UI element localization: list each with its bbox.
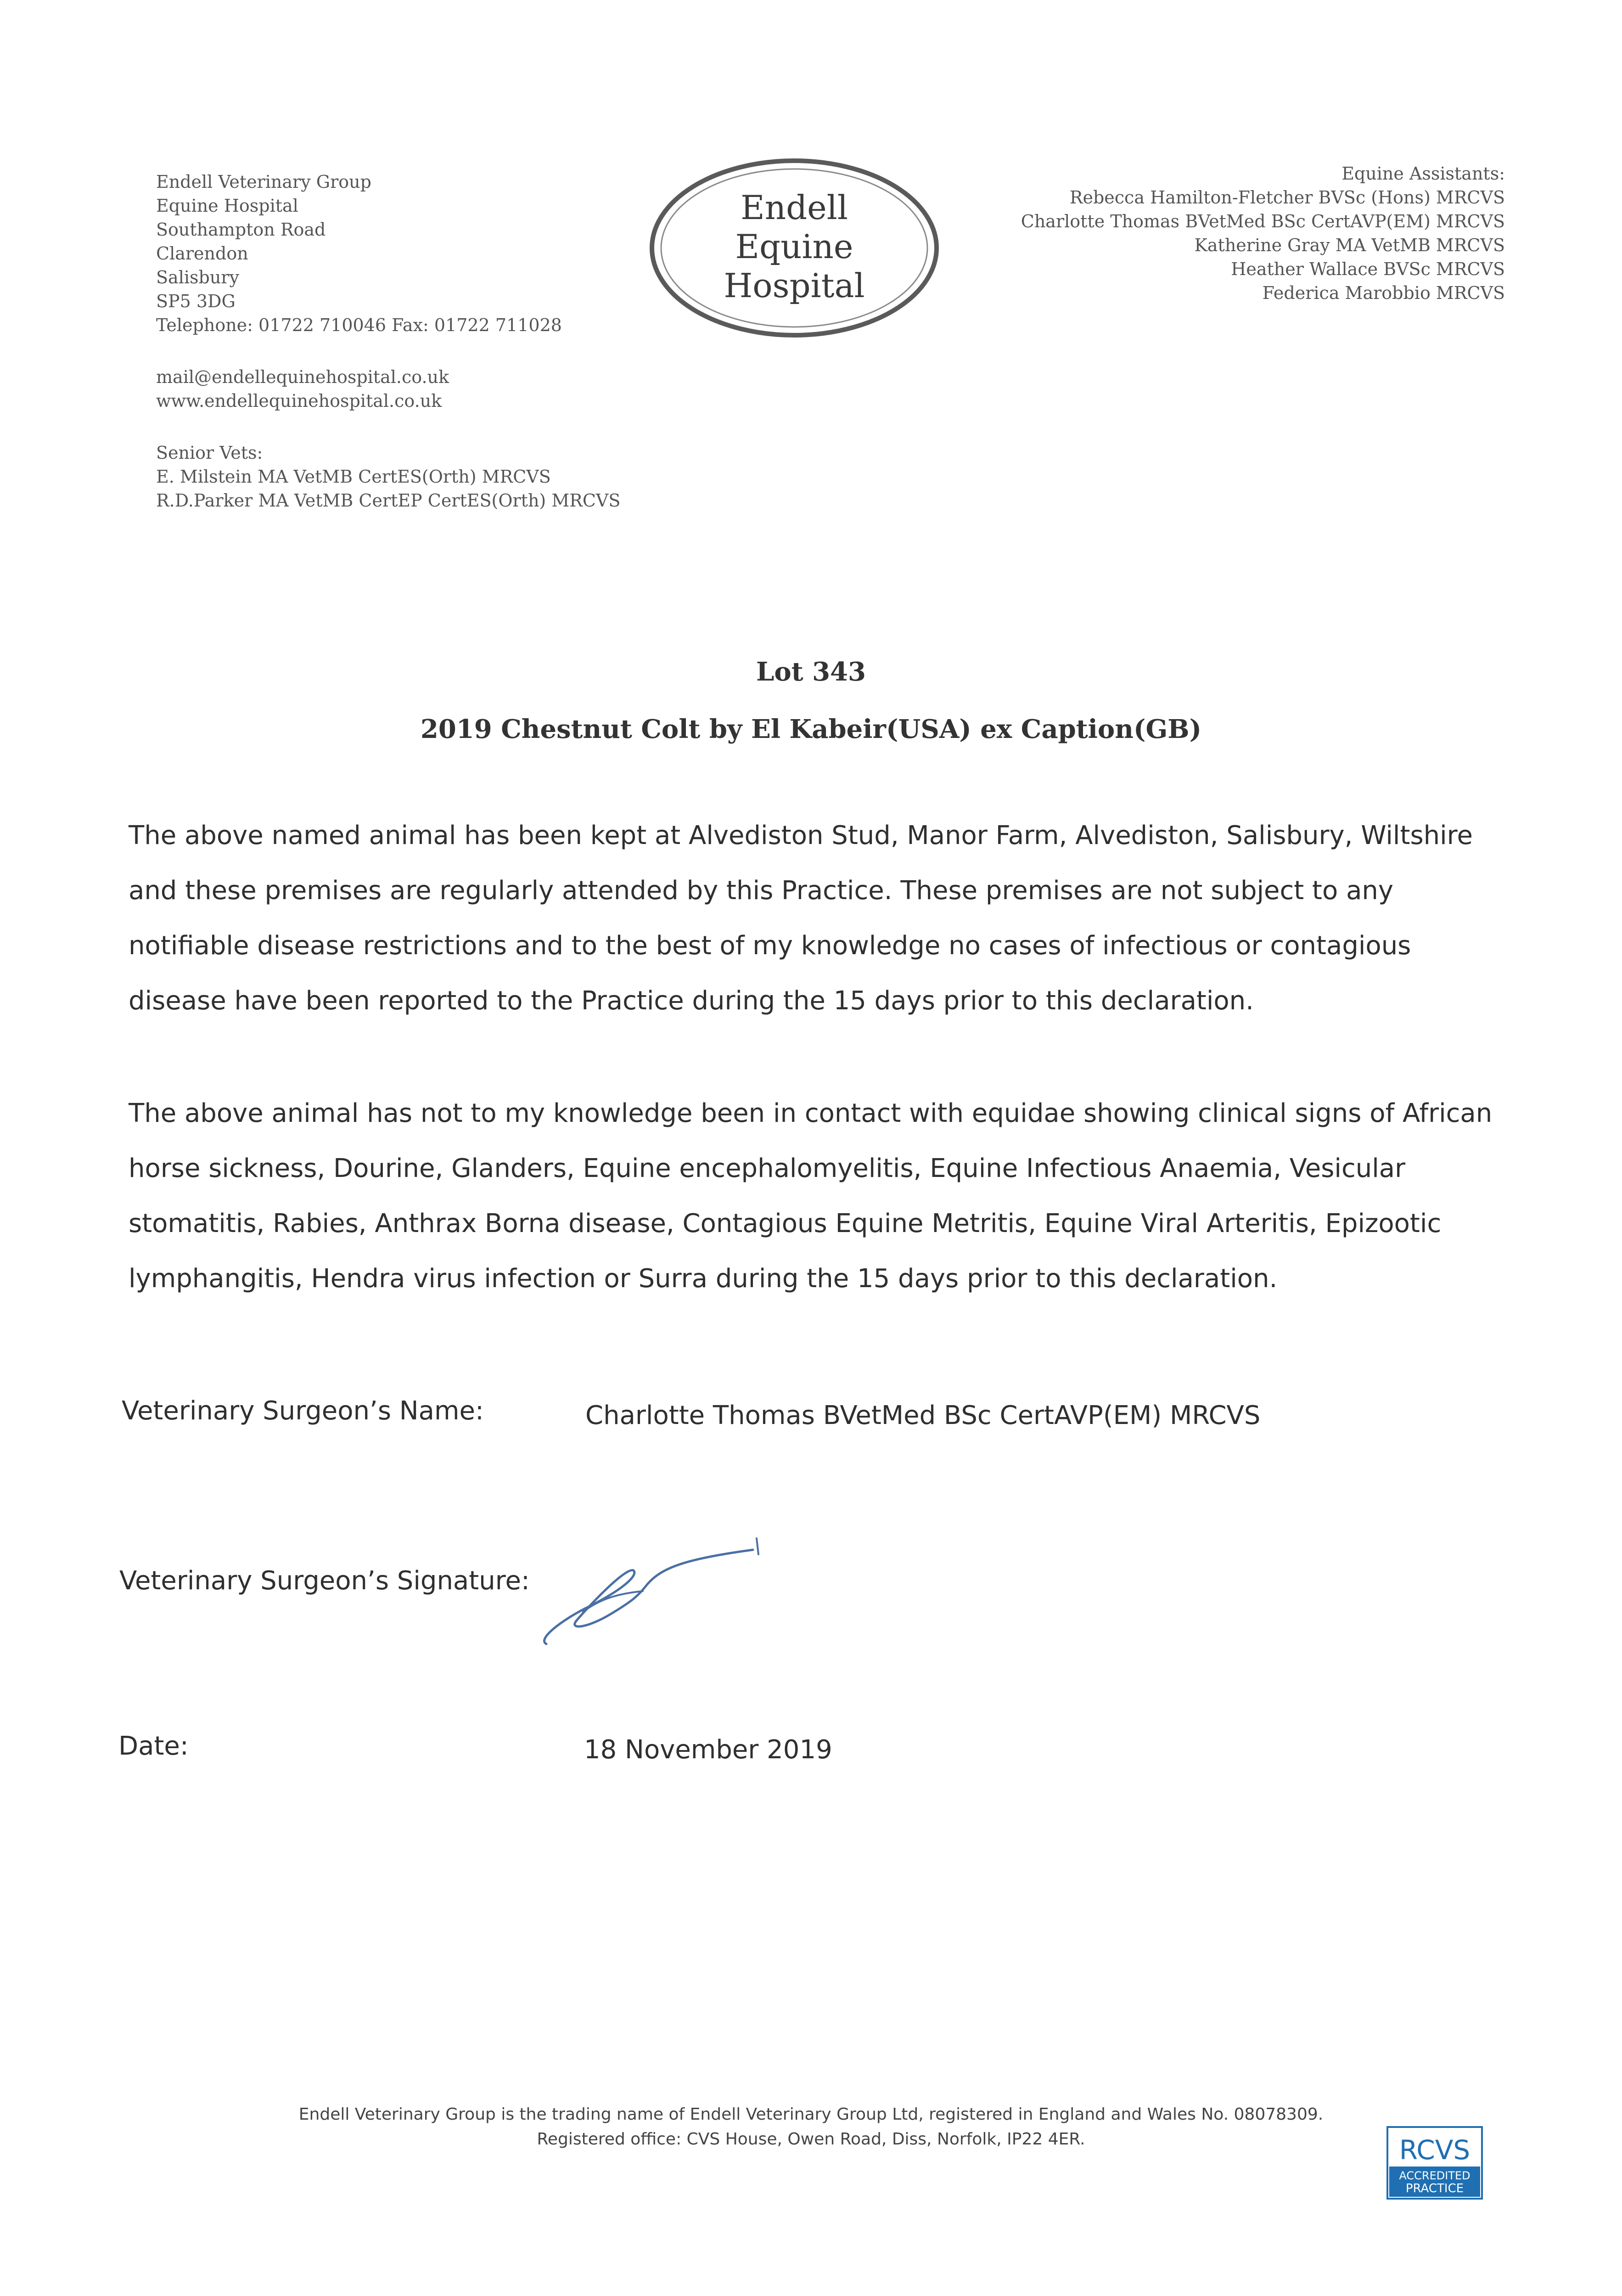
- logo-line: Hospital: [724, 266, 865, 305]
- assistant-name: Federica Marobbio MRCVS: [1262, 283, 1505, 303]
- badge-line-2: PRACTICE: [1405, 2182, 1464, 2195]
- assistant-name: Rebecca Hamilton-Fletcher BVSc (Hons) MRCVS: [1069, 187, 1505, 208]
- declaration-paragraph-2: The above animal has not to my knowledge been in contact with equidae showing clinical signs of African horse sickness, Dourine, Glanders, Equine encephalomyelitis, Equine Infectious Anaemia, Vesicular stomatitis, Rabies, Anthrax Borna disease, Contagious Equine Metritis, Equine Viral Arteritis, Epizootic lymphangitis, Hendra virus infection or Surra during the 15 days prior to this declaration.: [129, 1098, 1493, 1294]
- date-value: 18 November 2019: [584, 1735, 832, 1765]
- equine-assistants-block: [908, 162, 1505, 305]
- hospital-logo: [647, 156, 941, 340]
- contact-block: [156, 365, 449, 413]
- address-line: Clarendon: [156, 243, 248, 264]
- date-label: Date:: [118, 1731, 189, 1761]
- address-line: Equine Hospital: [156, 196, 298, 216]
- address-line: Southampton Road: [156, 219, 326, 240]
- footer-line-1: Endell Veterinary Group is the trading name of Endell Veterinary Group Ltd, registered in England and Wales No. 08078309.: [298, 2105, 1324, 2124]
- surgeon-name-value: Charlotte Thomas BVetMed BSc CertAVP(EM) MRCVS: [585, 1401, 1261, 1430]
- signature-icon: [533, 1515, 790, 1653]
- website-address: www.endellequinehospital.co.uk: [156, 391, 442, 411]
- rcvs-accredited-badge: [1386, 2126, 1483, 2200]
- surgeon-signature-label: Veterinary Surgeon’s Signature:: [119, 1566, 530, 1596]
- footer-line-2: Registered office: CVS House, Owen Road, Diss, Norfolk, IP22 4ER.: [537, 2130, 1085, 2149]
- senior-vets-label: Senior Vets:: [156, 443, 263, 463]
- badge-top-text: RCVS: [1399, 2134, 1470, 2166]
- assistants-label: Equine Assistants:: [1341, 163, 1505, 184]
- assistant-name: Katherine Gray MA VetMB MRCVS: [1194, 235, 1505, 255]
- handwritten-signature: [533, 1515, 790, 1653]
- badge-line-1: ACCREDITED: [1399, 2169, 1470, 2182]
- logo-line: Equine: [735, 227, 853, 266]
- lot-number: Lot 343: [756, 657, 866, 687]
- senior-vet-name: E. Milstein MA VetMB CertES(Orth) MRCVS: [156, 467, 551, 487]
- animal-description: 2019 Chestnut Colt by El Kabeir(USA) ex Caption(GB): [420, 714, 1202, 744]
- assistant-name: Heather Wallace BVSc MRCVS: [1231, 259, 1505, 279]
- assistant-name: Charlotte Thomas BVetMed BSc CertAVP(EM) MRCVS: [1021, 211, 1505, 231]
- surgeon-name-label: Veterinary Surgeon’s Name:: [122, 1396, 484, 1426]
- rcvs-badge-icon: [1386, 2126, 1483, 2200]
- senior-vet-name: R.D.Parker MA VetMB CertEP CertES(Orth) MRCVS: [156, 490, 621, 511]
- senior-vets-block: [156, 441, 620, 512]
- practice-address: [156, 170, 661, 337]
- address-line: SP5 3DG: [156, 291, 236, 311]
- address-line: Salisbury: [156, 267, 239, 287]
- address-line: Endell Veterinary Group: [156, 172, 371, 192]
- declaration-paragraph-1: The above named animal has been kept at Alvediston Stud, Manor Farm, Alvediston, Salisbury, Wiltshire and these premises are regularly attended by this Practice. These premises are not subject to any notifiable disease restrictions and to the best of my knowledge no cases of infectious or contagious disease have been reported to the Practice during the 15 days prior to this declaration.: [129, 821, 1473, 1016]
- logo-line: Endell: [741, 188, 848, 227]
- email-address: mail@endellequinehospital.co.uk: [156, 367, 449, 387]
- phone-fax-line: Telephone: 01722 710046 Fax: 01722 711028: [156, 315, 562, 335]
